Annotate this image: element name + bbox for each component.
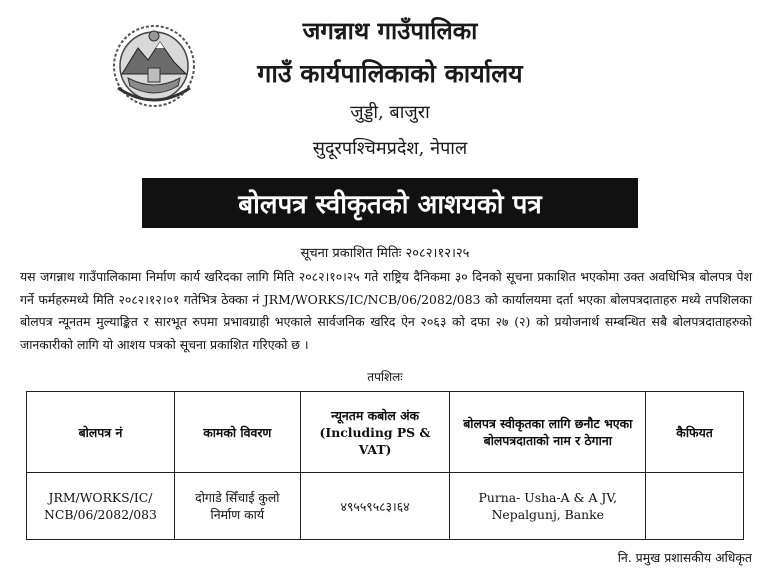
cell-minimum-bid: ४९५५९५८३।६४ xyxy=(300,473,450,540)
signatory-title: नि. प्रमुख प्रशासकीय अधिकृत xyxy=(617,550,752,565)
details-label: तपशिलः xyxy=(367,370,403,384)
notice-title: बोलपत्र स्वीकृतको आशयको पत्र xyxy=(238,190,542,220)
cell-work-description: दोगाडे सिँचाई कुलो निर्माण कार्य xyxy=(174,473,300,540)
notice-body: यस जगन्नाथ गाउँपालिकामा निर्माण कार्य खरिदका लागि मिति २०८२।१०।२५ गते राष्ट्रिय दैनिकमा ३० दिनको सूचना प्रकाशित भएकोमा उक्त अवधिभित्र बोलपत्र पेश गर्ने फर्महरुमध्ये मिति २०८२।१२।०१ गतेभित्र ठेक्का नं JRM/WORKS/IC/NCB/06/2082/083 को कार्यालयमा दर्ता भएका बोलपत्रदाताहरु मध्ये तपशिलका बोलपत्र न्यूनतम मुल्याङ्कित र सारभूत रुपमा प्रभावग्राही भएकाले सार्वजनिक खरिद ऐन २०६३ को दफा २७ (२) को प्रयोजनार्थ सम्बन्धित सबै बोलपत्रदाताहरुको जानकारीको लागि यो आशय पत्रको सूचना प्रकाशित गरिएको छ । xyxy=(20,269,752,352)
bid-details-table xyxy=(26,391,744,540)
municipality-name: जगन्नाथ गाउँपालिका xyxy=(302,16,478,45)
notice-title-banner xyxy=(142,178,638,228)
publish-date: सूचना प्रकाशित मितिः २०८२।१२।२५ xyxy=(300,246,470,261)
cell-remarks xyxy=(646,473,744,540)
province-country: सुदूरपश्चिमप्रदेश, नेपाल xyxy=(312,138,468,159)
cell-bid-no: JRM/WORKS/IC/ NCB/06/2082/083 xyxy=(27,473,175,540)
office-name: गाउँ कार्यपालिकाको कार्यालय xyxy=(257,59,523,88)
header-remarks: कैफियत xyxy=(646,392,744,473)
cell-selected-bidder: Purna- Usha-A & A JV, Nepalgunj, Banke xyxy=(450,473,646,540)
table-row xyxy=(27,473,744,540)
header-bid-no: बोलपत्र नं xyxy=(27,392,175,473)
table-header-row xyxy=(27,392,744,473)
header-selected-bidder: बोलपत्र स्वीकृतका लागि छनौट भएका बोलपत्रदाताको नाम र ठेगाना xyxy=(450,392,646,473)
header-work-description: कामको विवरण xyxy=(174,392,300,473)
office-location: जुड्डी, बाजुरा xyxy=(350,102,430,123)
header-minimum-bid: न्यूनतम कबोल अंक (Including PS & VAT) xyxy=(300,392,450,473)
